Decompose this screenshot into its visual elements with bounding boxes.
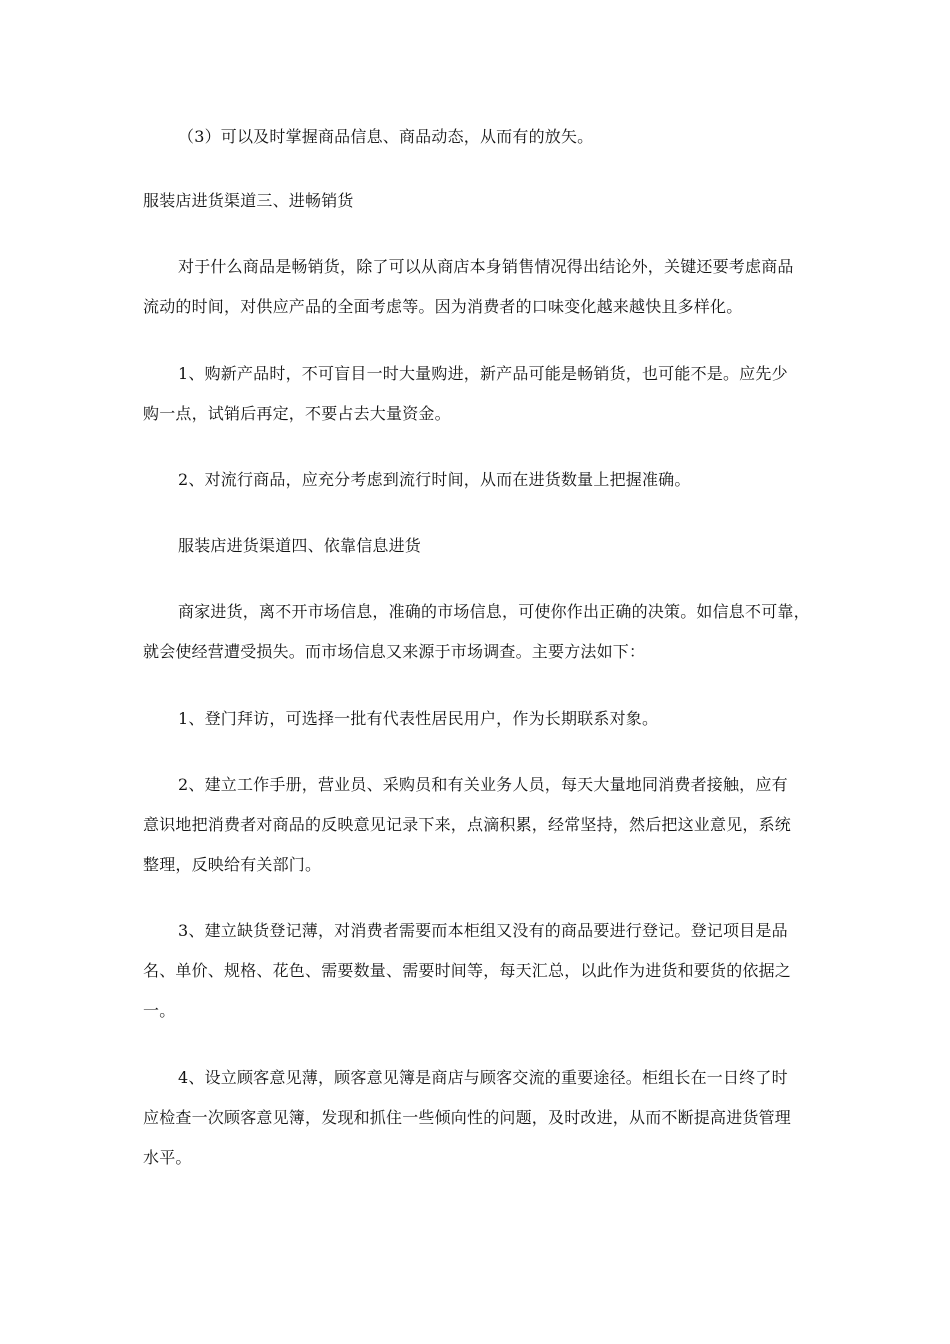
paragraph-line: 2、建立工作手册，营业员、采购员和有关业务人员，每天大量地同消费者接触，应有: [178, 775, 788, 794]
paragraph-line: 整理，反映给有关部门。: [143, 855, 322, 874]
paragraph-line: 名、单价、规格、花色、需要数量、需要时间等，每天汇总，以此作为进货和要货的依据之: [143, 961, 792, 980]
paragraph-line: 对于什么商品是畅销货，除了可以从商店本身销售情况得出结论外，关键还要考虑商品: [178, 257, 794, 276]
paragraph-line: 水平。: [143, 1148, 192, 1167]
paragraph-line: （3）可以及时掌握商品信息、商品动态，从而有的放矢。: [178, 127, 594, 146]
paragraph-line: 购一点，试销后再定，不要占去大量资金。: [143, 404, 451, 423]
paragraph-line: 应检查一次顾客意见簿，发现和抓住一些倾向性的问题，及时改进，从而不断提高进货管理: [143, 1108, 792, 1127]
paragraph-line: 意识地把消费者对商品的反映意见记录下来，点滴积累，经常坚持，然后把这业意见，系统: [143, 815, 792, 834]
paragraph-line: 4、设立顾客意见薄，顾客意见簿是商店与顾客交流的重要途径。柜组长在一日终了时: [178, 1068, 788, 1087]
paragraph-line: 3、建立缺货登记薄，对消费者需要而本柜组又没有的商品要进行登记。登记项目是品: [178, 921, 788, 940]
paragraph-line: 流动的时间，对供应产品的全面考虑等。因为消费者的口味变化越来越快且多样化。: [143, 297, 743, 316]
section-heading: 服装店进货渠道三、进畅销货: [143, 191, 354, 210]
paragraph-line: 1、登门拜访，可选择一批有代表性居民用户，作为长期联系对象。: [178, 709, 659, 728]
paragraph-line: 商家进货，离不开市场信息，准确的市场信息，可使你作出正确的决策。如信息不可靠，: [178, 602, 810, 621]
paragraph-line: 就会使经营遭受损失。而市场信息又来源于市场调查。主要方法如下：: [143, 642, 646, 661]
paragraph-line: 2、对流行商品，应充分考虑到流行时间，从而在进货数量上把握准确。: [178, 470, 691, 489]
paragraph-line: 一。: [143, 1001, 176, 1020]
section-heading: 服装店进货渠道四、依靠信息进货: [178, 536, 422, 555]
paragraph-line: 1、购新产品时，不可盲目一时大量购进，新产品可能是畅销货，也可能不是。应先少: [178, 364, 788, 383]
